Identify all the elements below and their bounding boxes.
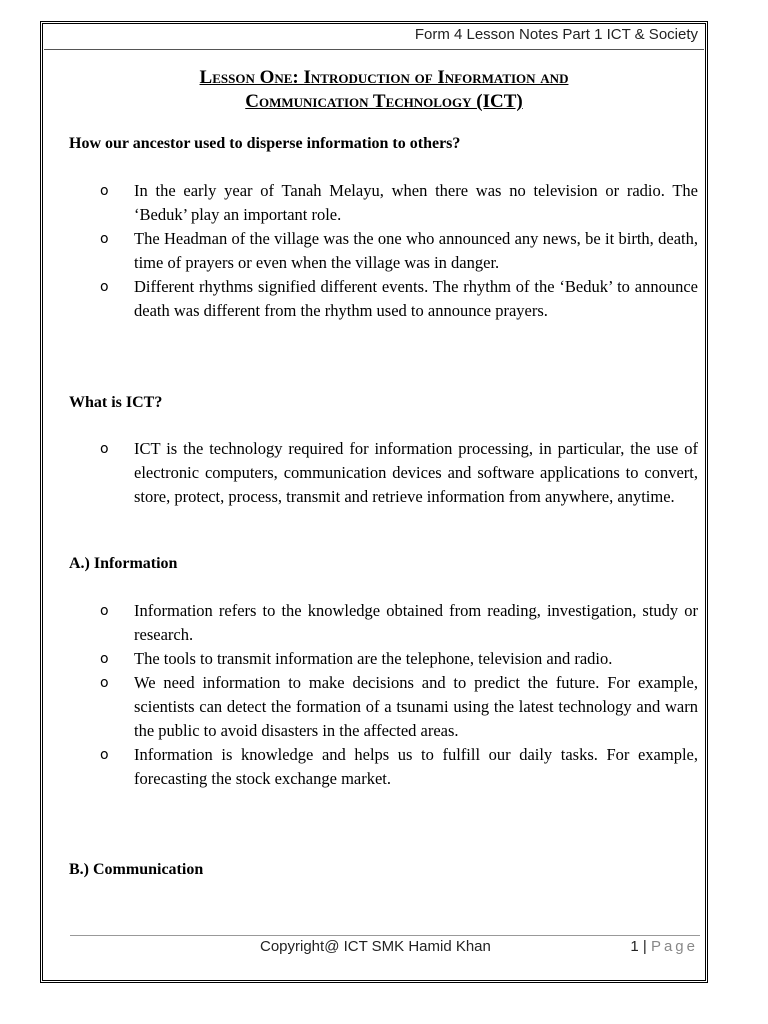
bullet-marker-icon: o [100,231,109,247]
list-item-text: Information refers to the knowledge obtained from reading, investigation, study or research. [134,601,698,644]
list-item [100,647,698,671]
section-heading-what-is-ict: What is ICT? [69,394,163,411]
list-item-text: The tools to transmit information are the telephone, television and radio. [134,649,613,668]
page-word: Page [650,938,698,955]
list-item-text: Different rhythms signified different events. The rhythm of the ‘Beduk’ to announce death was different from the rhythm used to announce prayers. [134,277,698,320]
footer-rule [70,935,700,936]
list-item-text: Information is knowledge and helps us to fulfill our daily tasks. For example, forecasting the stock exchange market. [134,745,698,788]
header-rule [44,49,704,50]
lesson-title-line-1: Lesson One: Introduction of Information and [199,67,569,88]
list-item [100,437,698,509]
running-header: Form 4 Lesson Notes Part 1 ICT & Society [414,26,698,43]
list-item [100,275,698,323]
list-item-text: We need information to make decisions and to predict the future. For example, scientists can detect the formation of a tsunami using the latest technology and warn the public to avoid disasters in the affected areas. [134,673,698,740]
footer-copyright: Copyright@ ICT SMK Hamid Khan [260,938,491,955]
bullet-marker-icon: o [100,651,109,667]
bullet-marker-icon: o [100,747,109,763]
ancestor-bullet-list [100,179,698,323]
list-item-text: ICT is the technology required for information processing, in particular, the use of electronic computers, communication devices and software applications to convert, store, protect, process, transmit and retrieve information from anywhere, anytime. [134,439,698,506]
lesson-title-line-2: Communication Technology (ICT) [245,91,523,112]
section-heading-communication: B.) Communication [69,861,204,878]
footer-page-indicator [630,938,698,955]
page-separator: | [642,938,647,955]
bullet-marker-icon: o [100,279,109,295]
section-heading-ancestor: How our ancestor used to disperse information to others? [69,135,461,152]
bullet-marker-icon: o [100,603,109,619]
bullet-marker-icon: o [100,183,109,199]
page-number: 1 [630,938,639,955]
list-item [100,599,698,647]
bullet-marker-icon: o [100,441,109,457]
list-item-text: The Headman of the village was the one who announced any news, be it birth, death, time of prayers or even when the village was in danger. [134,229,698,272]
section-heading-information: A.) Information [69,555,178,572]
ict-bullet-list [100,437,698,509]
list-item [100,743,698,791]
lesson-title [60,66,708,114]
list-item [100,227,698,275]
list-item-text: In the early year of Tanah Melayu, when there was no television or radio. The ‘Beduk’ play an important role. [134,181,698,224]
bullet-marker-icon: o [100,675,109,691]
information-bullet-list [100,599,698,791]
list-item [100,179,698,227]
list-item [100,671,698,743]
